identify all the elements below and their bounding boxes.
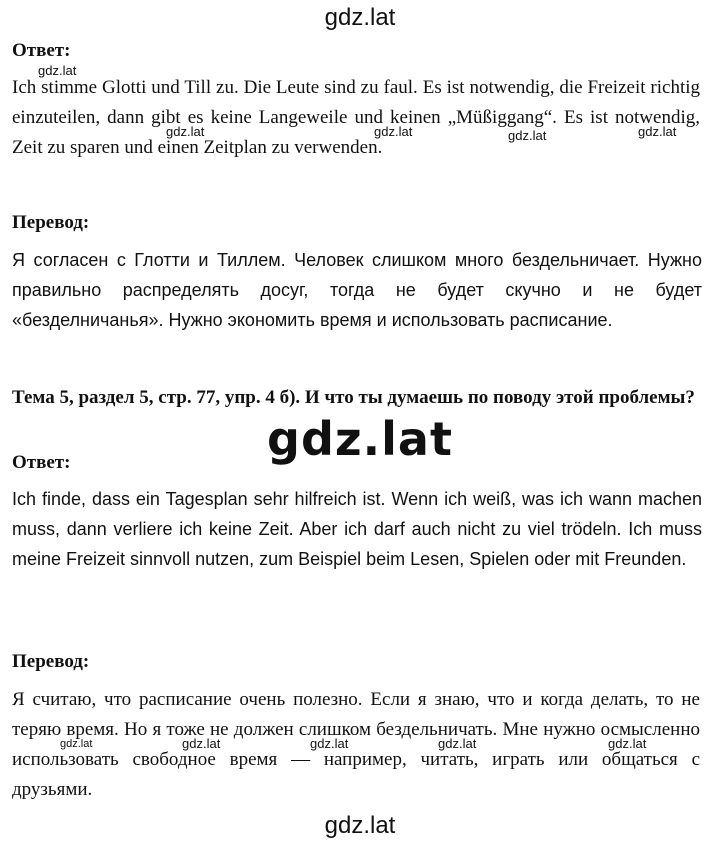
answer-label-2: Ответ:	[12, 452, 71, 473]
watermark-small: gdz.lat	[508, 128, 547, 143]
watermark-small: gdz.lat	[310, 736, 349, 751]
site-footer: gdz.lat	[324, 812, 396, 839]
watermark-small: gdz.lat	[38, 63, 77, 78]
translation-label-2: Перевод:	[12, 651, 90, 672]
translation-text-1: Я согласен с Глотти и Тиллем. Человек слишком много бездельничает. Нужно правильно распределять досуг, тогда не будет скучно и не будет «безделничанья». Нужно экономить время и использовать расписание.	[12, 250, 702, 330]
watermark-small: gdz.lat	[638, 124, 677, 139]
watermark-small: gdz.lat	[438, 736, 477, 751]
watermark-small: gdz.lat	[608, 736, 647, 751]
translation-label-1: Перевод:	[12, 212, 90, 233]
translation-text-2: Я считаю, что расписание очень полезно. Если я знаю, что и когда делать, то не теряю время. Но я тоже не должен слишком бездельничать. Мне нужно осмысленно использовать свободное время — например, читать, играть или общаться с друзьями.	[12, 689, 700, 800]
watermark-small: gdz.lat	[182, 736, 221, 751]
answer-text-2: Ich finde, dass ein Tagesplan sehr hilfreich ist. Wenn ich weiß, was ich wann machen muss, dann verliere ich keine Zeit. Aber ich darf auch nicht zu viel trödeln. Ich muss meine Freizeit sinnvoll nutzen, zum Beispiel beim Lesen, Spielen oder mit Freunden.	[12, 489, 702, 569]
answer-text-1: Ich stimme Glotti und Till zu. Die Leute sind zu faul. Es ist notwendig, die Freizeit richtig einzuteilen, dann gibt es keine Langeweile und keinen „Müßiggang“. Es ist notwendig, Zeit zu sparen und einen Zeitplan zu verwenden.	[12, 77, 700, 158]
watermark-large: gdz.lat	[267, 412, 453, 466]
watermark-small: gdz.lat	[166, 124, 205, 139]
watermark-small: gdz.lat	[60, 738, 93, 750]
answer-label-1: Ответ:	[12, 40, 71, 61]
watermark-small: gdz.lat	[374, 124, 413, 139]
site-header: gdz.lat	[324, 4, 396, 31]
question-heading: Тема 5, раздел 5, стр. 77, упр. 4 б). И что ты думаешь по поводу этой проблемы?	[12, 387, 695, 408]
